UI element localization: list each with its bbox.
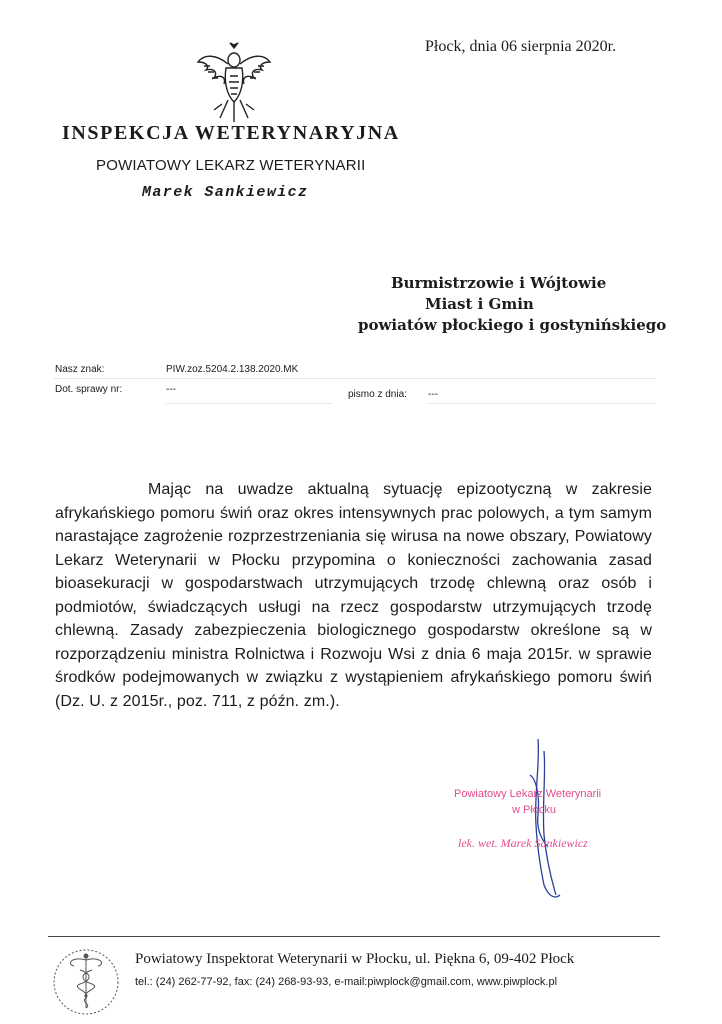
letter-body: Mając na uwadze aktualną sytuację epizootyczną w zakresie afrykańskiego pomoru świń oraz okres intensywnych prac polowych, a tym samym narastające zagrożenie rozprzestrzeniania się wirusa na nowe obszary, Powiatowy Lekarz Weterynarii w Płocku przypomina o konieczności zachowania zasad bioasekuracji w gospodarstwach utrzymujących trzodę chlewną oraz osób i podmiotów, świadczących usługi na rzecz gospodarstw utrzymujących trzodę chlewną. Zasady zabezpieczenia biologicznego gospodarstw określone są w rozporządzeniu ministra Rolnictwa i Rozwoju Wsi z dnia 6 maja 2015r. w sprawie środków podejmowanych w związku z wystąpieniem afrykańskiego pomoru świń (Dz. U. z 2015r., poz. 711, z późn. zm.). [55,481,652,710]
caduceus-icon [50,946,122,1018]
our-reference-value: PIW.zoz.5204.2.138.2020.MK [166,364,299,375]
our-reference-label: Nasz znak: [55,364,105,375]
recipient-line-2: Miast i Gmin [425,295,534,313]
officer-name: Marek Sankiewicz [142,184,309,201]
case-divider [166,403,331,404]
polish-eagle-icon [196,40,272,124]
footer-address: Powiatowy Inspektorat Weterynarii w Płocku, ul. Piękna 6, 09-402 Płock [135,951,575,967]
letter-date-label: pismo z dnia: [348,389,407,400]
footer-contact: tel.: (24) 262-77-92, fax: (24) 268-93-93, e-mail:piwplock@gmail.com, www.piwplock.pl [135,976,558,988]
organization-name: INSPEKCJA WETERYNARYJNA [62,122,400,144]
recipient-line-1: Burmistrzowie i Wójtowie [391,274,607,292]
signature-icon [510,735,590,905]
stamp-line-3: lek. wet. Marek Sankiewicz [458,836,588,850]
recipient-line-3: powiatów płockiego i gostynińskiego [358,316,667,334]
organization-subtitle: POWIATOWY LEKARZ WETERYNARII [96,157,366,174]
case-number-label: Dot. sprawy nr: [55,384,123,395]
stamp-line-1: Powiatowy Lekarz Weterynarii [454,788,602,800]
letter-date-value: --- [428,389,438,400]
letter-date-divider [428,403,655,404]
reference-divider [55,378,655,379]
case-number-value: --- [166,384,176,395]
stamp-line-2: w Płocku [512,804,557,816]
footer-divider [48,936,660,937]
place-and-date: Płock, dnia 06 sierpnia 2020r. [425,38,617,55]
